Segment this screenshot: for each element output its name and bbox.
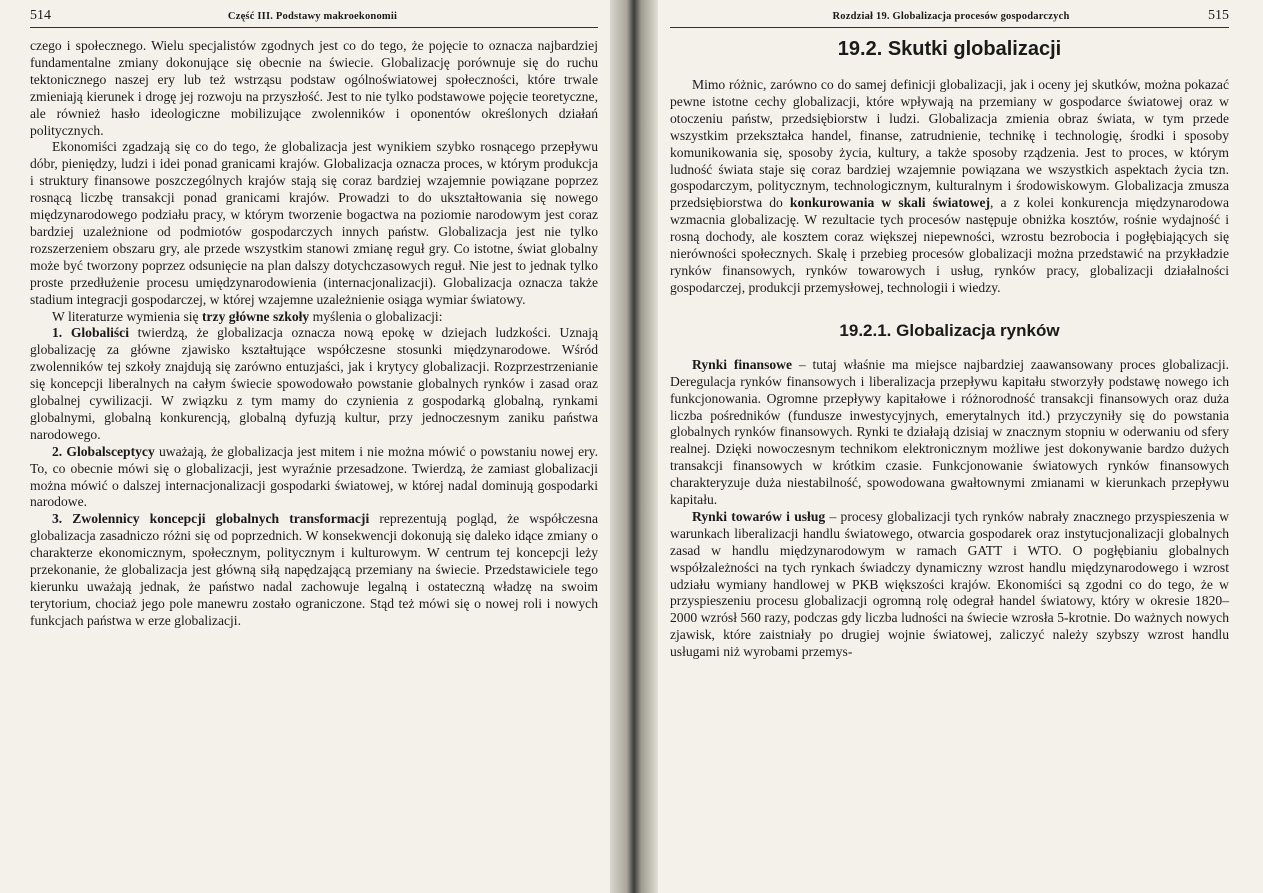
paragraph xyxy=(30,325,598,443)
subsection-body xyxy=(670,357,1229,661)
text-run: reprezentują pogląd, że współczesna globalizacja zasadniczo różni się od poprzednich. W konsekwencji dokonują się daleko idące zmiany o charakterze ekonomicznym, społecznym, politycznym i kulturowym. W centrum tej koncepcji leży przekonanie, że globalizacja jest główną siłą napędzającą przemiany na świecie. Przedstawiciele tego kierunku uważają jednak, że państwo nadal zachowuje legalną i ostateczną władzę na swoim terytorium, chociaż jego pole manewru zostało ograniczone. Stąd też mówi się o nowej roli i nowych funkcjach państwa w erze globalizacji. xyxy=(30,511,599,628)
paragraph xyxy=(670,509,1229,661)
section-title: 19.2. Skutki globalizacji xyxy=(837,38,1062,60)
text-run: Ekonomiści zgadzają się co do tego, że globalizacja jest wynikiem szybko rosnącego przepływu dóbr, pieniędzy, ludzi i idei ponad granicami krajów. Globalizacja oznacza proces, w którym produkcja i struktury finansowe poszczególnych krajów stają się coraz bardziej wzajemnie powiązane poprzez rosnącą liczbę transakcji ponad granicami krajów. Prowadzi to do ukształtowania się nowego międzynarodowego podziału pracy, w którym tworzenie bogactwa na poziomie narodowym jest coraz bardziej uzależnione od podmiotów gospodarczych innych państw. Globalizacja jest nie tylko rozszerzeniem obszaru gry, ale przede wszystkim stanowi zmianę reguł gry. Co istotne, świat globalny może być tworzony poprzez odsunięcie na plan dalszy dotychczasowych reguł. Nie jest to jednak tylko proste przedłużenie procesu umiędzynarodowienia (internacjonalizacji). Globalizacja oznacza także stadium integracji gospodarczej, w której wzajemne uzależnienie osiąga wymiar światowy. xyxy=(30,139,598,307)
right-page-number: 515 xyxy=(1208,8,1229,23)
text-run: uważają, że globalizacja jest mitem i nie można mówić o powstaniu nowej ery. To, co obecnie mówi się o globalizacji, jest wyraźnie przesadzone. Twierdzą, że zamiast globalizacji można mówić o dalszej internacjonalizacji gospodarki światowej, w której nadal dominują gospodarki narodowe. xyxy=(30,443,598,510)
left-page xyxy=(0,0,612,893)
bold-term: 2. Globalsceptycy xyxy=(52,443,155,459)
text-run: – procesy globalizacji tych rynków nabrały znacznego przyspieszenia w warunkach liberalizacji handlu światowego, otwarcia gospodarek oraz instytucjonalizacji globalnych zasad w handlu międzynarodowym w ramach GATT i WTO. O pogłębianiu globalnych współzależności na tych rynkach świadczy dynamiczny wzrost handlu międzynarodowego i wzrost udziału wymiany handlowej w PKB większości krajów. Ekonomiści są zgodni co do tego, że w przyspieszeniu procesu globalizacji ogromną rolę odegrał handel światowy, który w okresie 1820–2000 wzrósł 560 razy, podczas gdy liczba ludności na świecie wzrosła 5-krotnie. Do ważnych nowych zjawisk, które zaistniały po drugiej wojnie światowej, zaliczyć należy szybszy wzrost handlu usługami niż wyrobami przemys- xyxy=(670,508,1230,660)
paragraph xyxy=(30,444,598,512)
text-run: twierdzą, że globalizacja oznacza nową epokę w dziejach ludzkości. Uznają globalizację za główne zjawisko kształtujące współczesne stosunki międzynarodowe. Wśród zwolenników tej szkoły znajdują się zarówno entuzjaści, jak i krytycy globalizacji. Rozprzestrzenianie się koncepcji liberalnych na całym świecie spowodowało powstanie globalnych rynków i zasad oraz globalnej cywilizacji. W związku z tym mamy do czynienia z gospodarką globalną, rynkami globalnymi, globalną konkurencją, globalną dyfuzją kultur, przy jednoczesnym zaniku państwa narodowego. xyxy=(30,325,598,442)
left-page-body xyxy=(30,38,598,630)
right-page xyxy=(656,0,1263,893)
right-running-title: Rozdział 19. Globalizacja procesów gospodarczych xyxy=(832,11,1070,22)
bold-term: trzy główne szkoły xyxy=(201,308,310,324)
text-run: – tutaj właśnie ma miejsce najbardziej zaawansowany proces globalizacji. Deregulacja rynków finansowych i liberalizacja przepływu kapitału stworzyły podstawę nowego ich funkcjonowania. Ogromne przepływy kapitałowe i różnorodność transakcji finansowych oraz duża liczba pośredników (fundusze inwestycyjnych, emerytalnych itd.) przyczyniły się do powstania globalnych rynków finansowych. Rynki te działają dzisiaj w znacznym stopniu w oderwaniu od sfery realnej. Dzięki nowoczesnym technikom elektronicznym możliwe jest dokonywanie bardzo dużych transakcji finansowych w krótkim czasie. Funkcjonowanie światowych rynków finansowych charakteryzuje duża niestabilność, spowodowana gwałtownymi zmianami w kierunkach przepływu kapitału. xyxy=(670,356,1230,508)
left-running-head xyxy=(30,8,598,28)
right-running-head xyxy=(670,8,1229,28)
bold-term: konkurowania w skali światowej xyxy=(789,195,991,211)
paragraph xyxy=(670,357,1229,509)
subsection-title: 19.2.1. Globalizacja rynków xyxy=(839,320,1060,340)
text-run: , a z kolei konkurencja międzynarodowa wzmacnia globalizację. W rezultacie tych procesów następuje obniżka kosztów, rośnie wydajność i rosną dochody, ale kosztem coraz większej niepewności, wzrostu bezrobocia i pogłębiających się nierówności społecznych. Skalę i przebieg procesów globalizacji można przedstawić na przykładzie rynków finansowych, rynków towarowych i usług, rynków pracy, globalizacji działalności gospodarczej, produkcji przemysłowej, technologii i wiedzy. xyxy=(670,195,1229,295)
paragraph xyxy=(670,77,1229,297)
left-page-number: 514 xyxy=(30,8,51,23)
bold-term: Rynki finansowe xyxy=(692,356,793,372)
bold-term: 1. Globaliści xyxy=(52,325,129,341)
text-run: Mimo różnic, zarówno co do samej definicji globalizacji, jak i oceny jej skutków, można pokazać pewne istotne cechy globalizacji, które wpływają na przemiany w gospodarce światowej oraz w otoczeniu państw, przedsiębiorstw i ludzi. Globalizacja zmienia obraz świata, w tym przede wszystkim przekształca handel, finanse, zatrudnienie, technikę i technologię, środki i sposoby komunikowania się, sposoby życia, kultury, a także sposoby rządzenia. Jest to proces, w którym ludność świata staje się coraz bardziej wzajemnie powiązana we wszystkich aspektach życia tzn. gospodarczym, politycznym, technologicznym, kulturalnym i środowiskowym. Globalizacja zmusza przedsiębiorstwa do xyxy=(670,77,1229,211)
text-run: czego i społecznego. Wielu specjalistów zgodnych jest co do tego, że pojęcie to oznacza najbardziej fundamentalne zmiany dokonujące się obecnie na świecie. Globalizację porównuje się do ruchu tektonicznego naszej ery lub też wstrząsu podstaw ogólnoświatowej społeczności, które trwale zmieniają kierunek i drogę jej rozwoju na przyszłość. Jest to nie tylko podstawowe pojęcie teoretyczne, ale również hasło ideologiczne mobilizujące zwolenników i oponentów określonych działań politycznych. xyxy=(30,38,598,138)
section-body xyxy=(670,77,1229,297)
bold-term: Rynki towarów i usług xyxy=(692,508,826,524)
paragraph xyxy=(30,139,598,308)
bold-term: 3. Zwolennicy koncepcji globalnych transformacji xyxy=(52,511,370,527)
left-running-title: Część III. Podstawy makroekonomii xyxy=(227,11,398,22)
text-run: W literaturze wymienia się xyxy=(52,308,202,324)
paragraph xyxy=(30,511,598,629)
book-gutter xyxy=(610,0,658,893)
text-run: myślenia o globalizacji: xyxy=(309,308,443,324)
paragraph xyxy=(30,309,598,326)
paragraph xyxy=(30,38,598,139)
